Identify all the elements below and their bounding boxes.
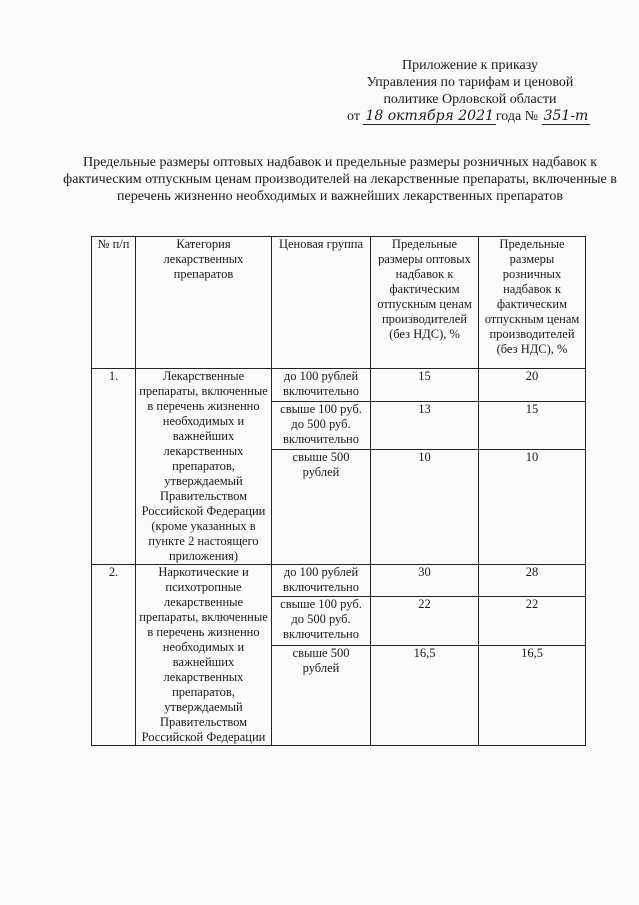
price-group-cell: свыше 100 руб. до 500 руб. включительно xyxy=(272,597,371,645)
handwritten-date: 18 октября 2021 xyxy=(365,108,494,124)
retail-markup-cell: 28 xyxy=(479,565,586,597)
price-group-cell: свыше 500 рублей xyxy=(272,645,371,745)
order-from-label: от xyxy=(347,109,360,124)
header-category: Категория лекарственных препаратов xyxy=(136,237,272,369)
table-row xyxy=(92,565,586,597)
order-number-label: года № xyxy=(495,109,539,124)
appendix-line-1: Приложение к приказу xyxy=(402,58,538,73)
wholesale-markup-cell: 16,5 xyxy=(371,645,479,745)
retail-markup-cell: 10 xyxy=(479,450,586,565)
price-group-cell: свыше 500 рублей xyxy=(272,450,371,565)
section-number: 1. xyxy=(92,369,136,565)
wholesale-markup-cell: 15 xyxy=(371,369,479,402)
header-price-group: Ценовая группа xyxy=(272,237,371,369)
price-group-cell: свыше 100 руб. до 500 руб. включительно xyxy=(272,401,371,449)
header-wholesale-markup: Предельные размеры оптовых надбавок к фактическим отпускным ценам производителей (без НДС), % xyxy=(371,237,479,369)
handwritten-order-number: 351-т xyxy=(543,108,589,124)
retail-markup-cell: 20 xyxy=(479,369,586,402)
section-number: 2. xyxy=(92,565,136,746)
price-group-cell: до 100 рублей включительно xyxy=(272,565,371,597)
retail-markup-cell: 22 xyxy=(479,597,586,645)
wholesale-markup-cell: 22 xyxy=(371,597,479,645)
header-number: № п/п xyxy=(92,237,136,369)
header-retail-markup: Предельные размеры розничных надбавок к фактическим отпускным ценам производителей (без НДС), % xyxy=(479,237,586,369)
price-group-cell: до 100 рублей включительно xyxy=(272,369,371,402)
table-row xyxy=(92,369,586,402)
markup-table xyxy=(91,236,586,746)
wholesale-markup-cell: 10 xyxy=(371,450,479,565)
retail-markup-cell: 16,5 xyxy=(479,645,586,745)
document-title: Предельные размеры оптовых надбавок и предельные размеры розничных надбавок к фактическим отпускным ценам производителей на лекарственные препараты, включенные в перечень жизненно необходимых и важнейших лекарственных препаратов xyxy=(63,155,617,204)
order-reference xyxy=(347,108,600,125)
appendix-header xyxy=(340,57,600,125)
table-header-row xyxy=(92,237,586,369)
appendix-line-2: Управления по тарифам и ценовой xyxy=(366,75,574,90)
wholesale-markup-cell: 13 xyxy=(371,401,479,449)
wholesale-markup-cell: 30 xyxy=(371,565,479,597)
section-category: Лекарственные препараты, включенные в перечень жизненно необходимых и важнейших лекарственных препаратов, утверждаемый Правительством Российской Федерации (кроме указанных в пункте 2 настоящего приложения) xyxy=(136,369,272,565)
retail-markup-cell: 15 xyxy=(479,401,586,449)
section-category: Наркотические и психотропные лекарственные препараты, включенные в перечень жизненно необходимых и важнейших лекарственных препаратов, утверждаемый Правительством Российской Федерации xyxy=(136,565,272,746)
appendix-line-3: политике Орловской области xyxy=(383,92,557,107)
